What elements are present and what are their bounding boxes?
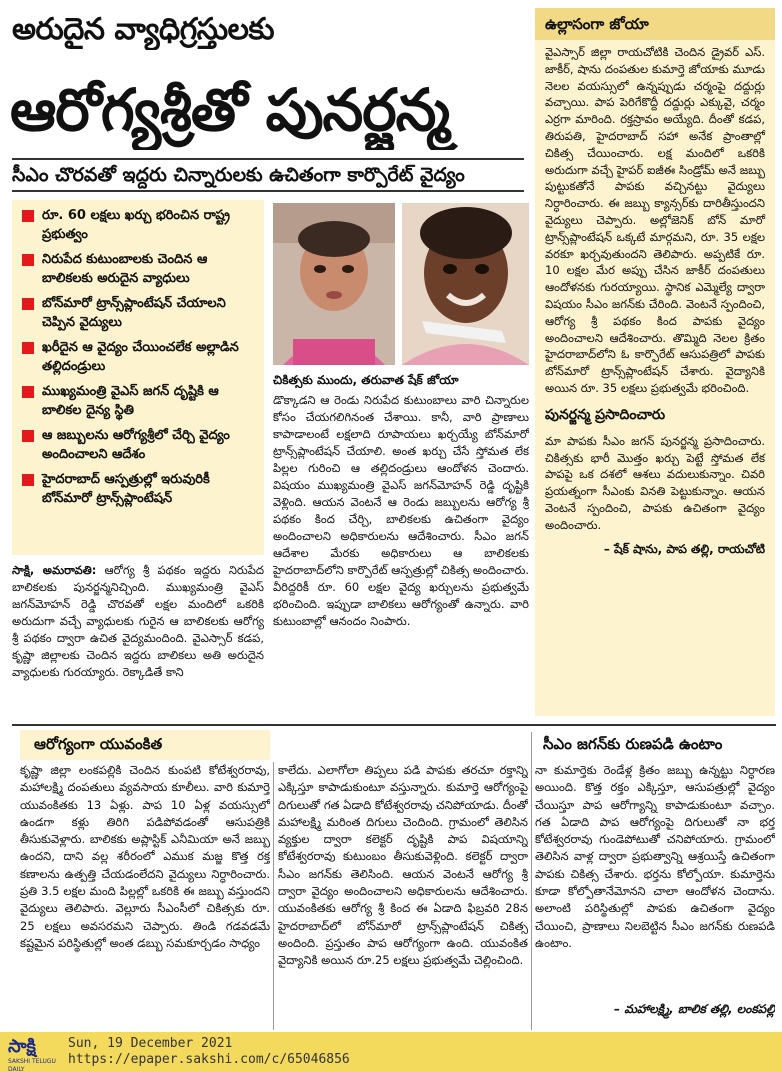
bullet-square-icon xyxy=(22,210,34,222)
bullet-square-icon xyxy=(22,430,34,442)
article-text-2: డొక్కాడని ఆ రెండు నిరుపేద కుటుంబాలు వారి చిన్నారుల కోసం చేయగలిగినంత చేశాయి. కానీ, వారి ప్రాణాలు కాపాడాలంటే లక్షలాది రూపాయలు ఖర్చయ్యే బోన్‌మారో ట్రాన్స్‌ప్లాంటేషన్ చేయాలి. అంత ఖర్చు చేసే స్తోమత లేక పిల్లల గురించి ఆ తల్లిదండ్రులు ఆందోళన చెందారు. విషయం ముఖ్యమంత్రి వైఎస్ జగన్‌మోహన్ రెడ్డి దృష్టికి వెళ్లింది. ఆయన వెంటనే ఆ రెండు జబ్బులను ఆరోగ్య శ్రీ పథకం కింద చేర్చి, బాలికలకు ఉచితంగా వైద్యం అందించాలని అధికారులను ఆదేశించారు. సీఎం జగన్ ఆదేశాల మేరకు అధికారులు ఆ బాలికలకు హైదరాబాద్‌లోని కార్పొరేట్ ఆస్పత్రుల్లో చికిత్స అందించారు. వీరిద్దరికీ రూ. 60 లక్షల వైద్య ఖర్చులను ప్రభుత్వమే భరించింది. ఇప్పుడా బాలికలు ఆరోగ్యంతో ఉన్నారు. వారి కుటుంబాల్లో ఆనందం నింపారు. xyxy=(273,393,529,628)
photo-before-treatment xyxy=(273,203,395,365)
bullet-square-icon xyxy=(22,386,34,398)
section-divider xyxy=(12,724,776,726)
article-column-2 xyxy=(273,392,529,722)
sidebar-text-2: మా పాపకు సీఎం జగన్ పునర్జన్మ ప్రసాదించారు. చికిత్సకు భారీ మొత్తం ఖర్చు పెట్టే స్తోమత లేక పాపపై ఒక దశలో ఆశలు వదులుకున్నాం. చివరి ప్రయత్నంగా సీఎంకు వినతి పెట్టుకున్నాం. ఆయన వెంటనే స్పందించి, పాపకు ఉచితంగా వైద్యం అందించారు. xyxy=(545,433,765,532)
bottom-column-1: కృష్ణా జిల్లా లంకపల్లికి చెందిన కుంపటి కోటేశ్వరరావు, మహాలక్ష్మి దంపతులు వ్యవసాయ కూలీలు. వారి కుమార్తె యువంకితకు 13 ఏళ్లు. పాప 10 ఏళ్ల వయస్సులో ఉండగా కళ్లు తిరిగి పడిపోవడంతో ఆసుపత్రికి తీసుకువెళ్లారు. బాలికకు అప్లాస్టిక్ ఎనీమియా అనే జబ్బు ఉందని, దాని వల్ల శరీరంలో ఎముక మజ్జ కొత్త రక్త కణాలను ఉత్పత్తి చేయడంలేదని వైద్యులు నిర్ధారించారు. ప్రతి 3.5 లక్షల మంది పిల్లల్లో ఒకరికి ఈ జబ్బు వస్తుందని వైద్యులు తెలిపారు. వెల్లూరు సీఎంసీలో చికిత్సకు రూ. 25 లక్షలు అవసరమని చెప్పారు. తిండి గడవడమే కష్టమైన పరిస్థితుల్లో అంత డబ్బు సమకూర్చడం సాధ్యం xyxy=(20,763,270,950)
epaper-url-link[interactable]: https://epaper.sakshi.com/c/65046856 xyxy=(68,1052,350,1067)
headline-kicker: అరుదైన వ్యాధిగ్రస్తులకు xyxy=(12,12,274,47)
sidebar-text-1: వైఎస్సార్ జిల్లా రాయచోటికి చెందిన డ్రైవర్ ఎస్. జాకీర్, షాను దంపతుల కుమార్తె జోయాకు మూడు నెలల వయస్సులో ఉన్నప్పుడు చర్మంపై దద్దుర్లు వచ్చాయి. పాప పెరిగేకొద్దీ దద్దుర్లు ఎక్కువై, చర్మం ఎర్రగా మారింది. రక్తస్రావం అయ్యేది. దీంతో కడప, తిరుపతి, హైదరాబాద్ సహా అనేక ప్రాంతాల్లో చికిత్స చేయించారు. లక్ష మందిలో ఒకరికి అరుదుగా వచ్చే హైపర్ ఐజీఈ సిండ్రోమ్ అనే జబ్బు పుట్టుకతోనే పాపకు వచ్చినట్టు వైద్యులు నిర్ధారించారు. ఈ జబ్బు క్యాన్సర్‌కు దారితీస్తుందని వైద్యులు చెప్పారు. అల్లోజెనిక్ బోన్ మారో ట్రాన్స్‌ప్లాంటేషన్ ఒక్కటే మార్గమని, రూ. 35 లక్షల వరకూ ఖర్చవుతుందని తెలిపారు. అప్పటికే రూ. 10 లక్షల మేర అప్పు చేసిన జాకీర్ దంపతులు ఆందోళనకు గురయ్యాయి. స్థానిక ఎమ్మెల్యే ద్వారా విషయం సీఎం జగన్‌కు చేరింది. వెంటనే స్పందించి, ఆరోగ్య శ్రీ పథకం కింద పాపకు వైద్యం అందించాలని ఆదేశించారు. తొమ్మిది నెలల క్రితం హైదరాబాద్‌లోని ఓ కార్పొరేట్ ఆసుపత్రిలో పాపకు బోన్‌మారో ట్రాన్స్‌ప్లాంటేషన్ చేశారు. వైద్యానికి అయిన రూ. 35 లక్షలు ప్రభుత్వమే భరించింది. xyxy=(545,45,765,395)
bullet-square-icon xyxy=(22,342,34,354)
bottom-heading-1: ఆరోగ్యంగా యువంకిత xyxy=(20,730,270,760)
highlight-item: ముఖ్యమంత్రి వైఎస్ జగన్ దృష్టికి ఆ బాలికల దైన్య స్థితి xyxy=(22,382,258,420)
bottom-signature: – మహాలక్ష్మి, బాలిక తల్లి, లంకపల్లి xyxy=(614,1002,775,1016)
logo-subtitle: SAKSHI TELUGU DAILY xyxy=(8,1058,56,1072)
column-divider xyxy=(273,762,274,1030)
headline-title: ఆరోగ్యశ్రీతో పునర్జన్మ xyxy=(10,76,449,144)
photo-after-treatment xyxy=(402,203,529,365)
bottom-column-2: కాలేదు. ఎలాగోలా తిప్పలు పడి పాపకు తరచూ రక్తాన్ని ఎక్కిస్తూ కాపాడుకుంటూ వస్తున్నారు. కుమార్తె ఆరోగ్యంపై దిగులుతో గత ఏడాది కోటేశ్వరరావు చనిపోయాడు. దీంతో మహాలక్ష్మి మరింత దిగులు చెందింది. గ్రామంలో తెలిసిన వ్యక్తుల ద్వారా కలెక్టర్ దృష్టికి పాప విషయాన్ని కోటేశ్వరరావు కుటుంబం తీసుకువెళ్లింది. కలెక్టర్ ద్వారా సీఎం జగన్‌కు తెలిసింది. ఆయన వెంటనే ఆరోగ్య శ్రీ ద్వారా వైద్యం అందించాలని అధికారులను ఆదేశించారు. యువంకితకు ఆరోగ్య శ్రీ కింద ఈ ఏడాది ఫిబ్రవరి 28న హైదరాబాద్‌లో బోన్‌మారో ట్రాన్స్‌ప్లాంటేషన్ చికిత్స అందింది. ప్రస్తుతం పాప ఆరోగ్యంగా ఉంది. యువంకిత వైద్యానికి అయిన రూ.25 లక్షలు ప్రభుత్వమే చెల్లించింది. xyxy=(278,763,528,968)
article-column-1 xyxy=(12,562,264,722)
bottom-column-3: నా కుమార్తెకు రెండేళ్ల క్రితం జబ్బు ఉన్నట్టు నిర్ధారణ అయింది. కొత్త రక్తం ఎక్కిస్తూ, ఆసుపత్రుల్లో వైద్యం చేయిస్తూ పాప ఆరోగ్యాన్ని కాపాడుకుంటూ వచ్చాం. గత ఏడాది పాప ఆరోగ్యంపై దిగులుతో నా భర్త కోటేశ్వరరావు గుండెపోటుతో చనిపోయారు. గ్రామంలో తెలిసిన వాళ్ల ద్వారా ప్రభుత్వాన్ని ఆశ్రయిస్తే ఉచితంగా పాపకు చికిత్స చేశారు. భర్తను కోల్పోయా. కుమార్తెను కూడా కోల్పోతానేమోనని చాలా ఆందోళన చెందాను. అలాంటి పరిస్థితుల్లో పాపకు ఉచితంగా వైద్యం చేయించి, ప్రాణాలు నిలబెట్టిన సీఎం జగన్‌కు రుణపడి ఉంటాం. xyxy=(535,763,775,950)
highlight-item: బోన్‌మారో ట్రాన్స్‌ప్లాంటేషన్ చేయాలని చెప్పిన వైద్యులు xyxy=(22,294,258,332)
sidebar-heading-2: పునర్జన్మ ప్రసాదించారు xyxy=(545,406,666,423)
column-divider xyxy=(531,732,532,1030)
bullet-square-icon xyxy=(22,474,34,486)
dateline: సాక్షి, అమరావతి: xyxy=(12,563,97,577)
highlight-item: నిరుపేద కుటుంబాలకు చెందిన ఆ బాలికలకు అరుదైన వ్యాధులు xyxy=(22,250,258,288)
sidebar-heading-1: ఉల్లాసంగా జోయా xyxy=(535,8,775,40)
subheadline: సీఎం చొరవతో ఇద్దరు చిన్నారులకు ఉచితంగా కార్పొరేట్ వైద్యం xyxy=(12,164,465,186)
logo-wordmark: సాక్షి xyxy=(8,1036,36,1057)
footer-bar xyxy=(0,1032,782,1072)
sakshi-logo[interactable] xyxy=(8,1036,60,1072)
photo-caption: చికిత్సకు ముందు, తరువాత షేక్ జోయా xyxy=(273,373,459,387)
highlights-box xyxy=(12,200,264,555)
highlight-item: హైదరాబాద్ ఆస్పత్రుల్లో ఇరువురికీ బోన్‌మారో ట్రాన్స్‌ప్లాంటేషన్ xyxy=(22,470,258,508)
bullet-square-icon xyxy=(22,254,34,266)
article-text-1: ఆరోగ్య శ్రీ పథకం ఇద్దరు నిరుపేద బాలికలకు పునర్జన్మనిచ్చింది. ముఖ్యమంత్రి వైఎస్ జగన్‌మోహన్ రెడ్డి చొరవతో లక్షల మందిలో ఒకరికి అరుదుగా వచ్చే వ్యాధులకు గురైన ఆ బాలికలకు ఆరోగ్య శ్రీ పథకం ద్వారా ఉచిత వైద్యమందింది. వైఎస్సార్ కడప, కృష్ణా జిల్లాలకు చెందిన ఇద్దరు బాలికలు అతి అరుదైన వ్యాధులకు గురయ్యారు. రెక్కాడితే కాని xyxy=(12,563,264,679)
bullet-square-icon xyxy=(22,298,34,310)
subheadline-box xyxy=(12,158,524,192)
highlight-item: ఖరీదైన ఆ వైద్యం చేయించలేక అల్లాడిన తల్లిదండ్రులు xyxy=(22,338,258,376)
sidebar-box xyxy=(535,8,775,716)
highlight-item: ఆ జబ్బులను ఆరోగ్యశ్రీలో చేర్చి వైద్యం అందించాలని ఆదేశం xyxy=(22,426,258,464)
edition-date: Sun, 19 December 2021 xyxy=(68,1036,233,1051)
sidebar-signature: – షేక్ షాను, పాప తల్లి, రాయచోటి xyxy=(603,541,765,556)
highlight-item: రూ. 60 లక్షలు ఖర్చు భరించిన రాష్ట్ర ప్రభుత్వం xyxy=(22,206,258,244)
bottom-heading-3: సీఎం జగన్‌కు రుణపడి ఉంటాం xyxy=(543,735,723,753)
